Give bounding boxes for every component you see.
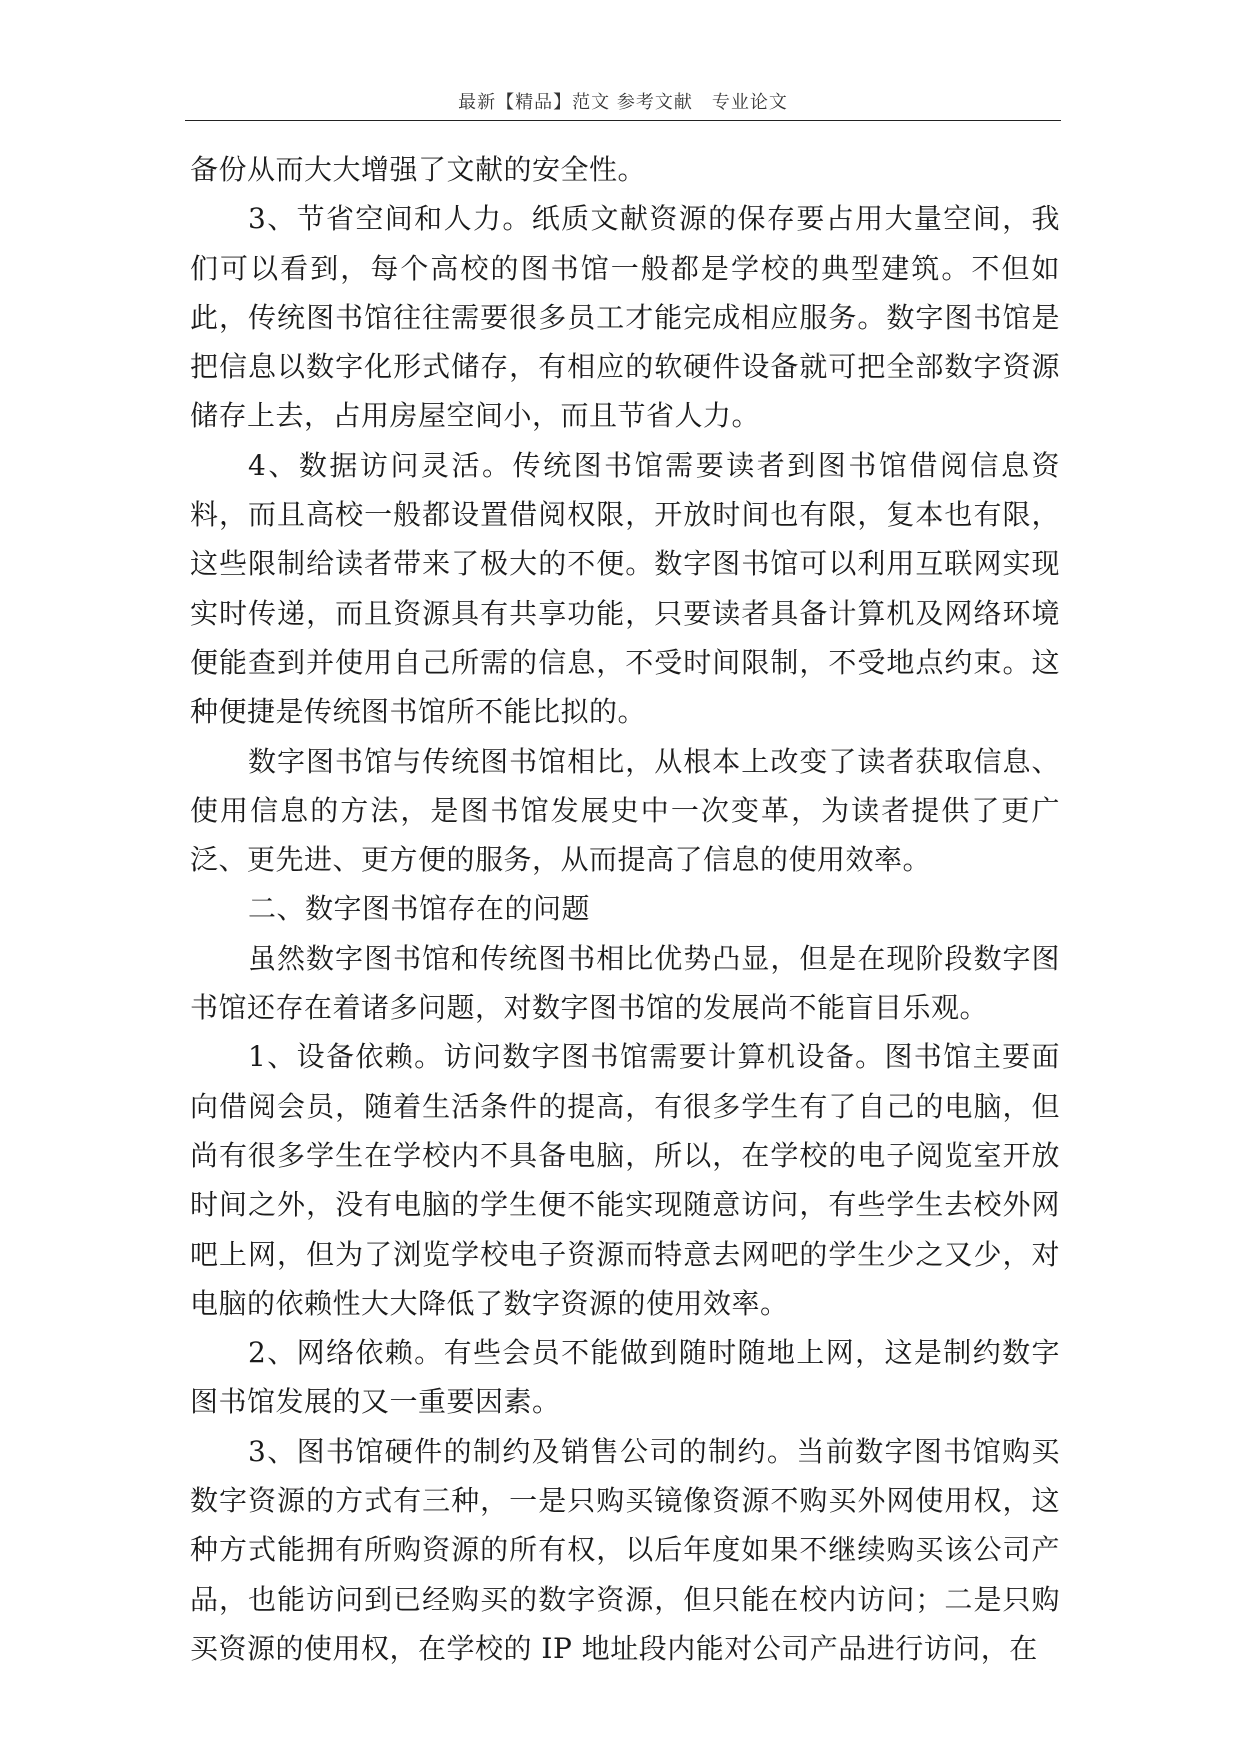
paragraph: 备份从而大大增强了文献的安全性。 [190,153,647,186]
paragraph: 4、数据访问灵活。传统图书馆需要读者到图书馆借阅信息资料，而且高校一般都设置借阅权限，开放时间也有限，复本也有限，这些限制给读者带来了极大的不便。数字图书馆可以利用互联网实现实时传递，而且资源具有共享功能，只要读者具备计算机及网络环境便能查到并使用自己所需的信息，不受时间限制，不受地点约束。这种便捷是传统图书馆所不能比拟的。 [190,448,1060,729]
page-header: 最新【精品】范文 参考文献 专业论文 [185,86,1061,121]
document-body [190,145,1060,1673]
paragraph: 2、网络依赖。有些会员不能做到随时随地上网，这是制约数字图书馆发展的又一重要因素。 [190,1336,1060,1419]
paragraph: 虽然数字图书馆和传统图书相比优势凸显，但是在现阶段数字图书馆还存在着诸多问题，对数字图书馆的发展尚不能盲目乐观。 [190,941,1060,1025]
paragraph: 数字图书馆与传统图书馆相比，从根本上改变了读者获取信息、使用信息的方法，是图书馆发展史中一次变革，为读者提供了更广泛、更先进、更方便的服务，从而提高了信息的使用效率。 [190,744,1060,877]
section-heading: 二、数字图书馆存在的问题 [248,892,591,926]
paragraph: 1、设备依赖。访问数字图书馆需要计算机设备。图书馆主要面向借阅会员，随着生活条件的提高，有很多学生有了自己的电脑，但尚有很多学生在学校内不具备电脑，所以，在学校的电子阅览室开放时间之外，没有电脑的学生便不能实现随意访问，有些学生去校外网吧上网，但为了浏览学校电子资源而特意去网吧的学生少之又少，对电脑的依赖性大大降低了数字资源的使用效率。 [190,1040,1060,1320]
paragraph: 3、图书馆硬件的制约及销售公司的制约。当前数字图书馆购买数字资源的方式有三种，一是只购买镜像资源不购买外网使用权，这种方式能拥有所购资源的所有权，以后年度如果不继续购买该公司产品，也能访问到已经购买的数字资源，但只能在校内访问；二是只购买资源的使用权，在学校的 IP 地址段内能对公司产品进行访问，在 [190,1434,1060,1665]
paragraph: 3、节省空间和人力。纸质文献资源的保存要占用大量空间，我们可以看到，每个高校的图书馆一般都是学校的典型建筑。不但如此，传统图书馆往往需要很多员工才能完成相应服务。数字图书馆是把信息以数字化形式储存，有相应的软硬件设备就可把全部数字资源储存上去，占用房屋空间小，而且节省人力。 [190,202,1060,433]
